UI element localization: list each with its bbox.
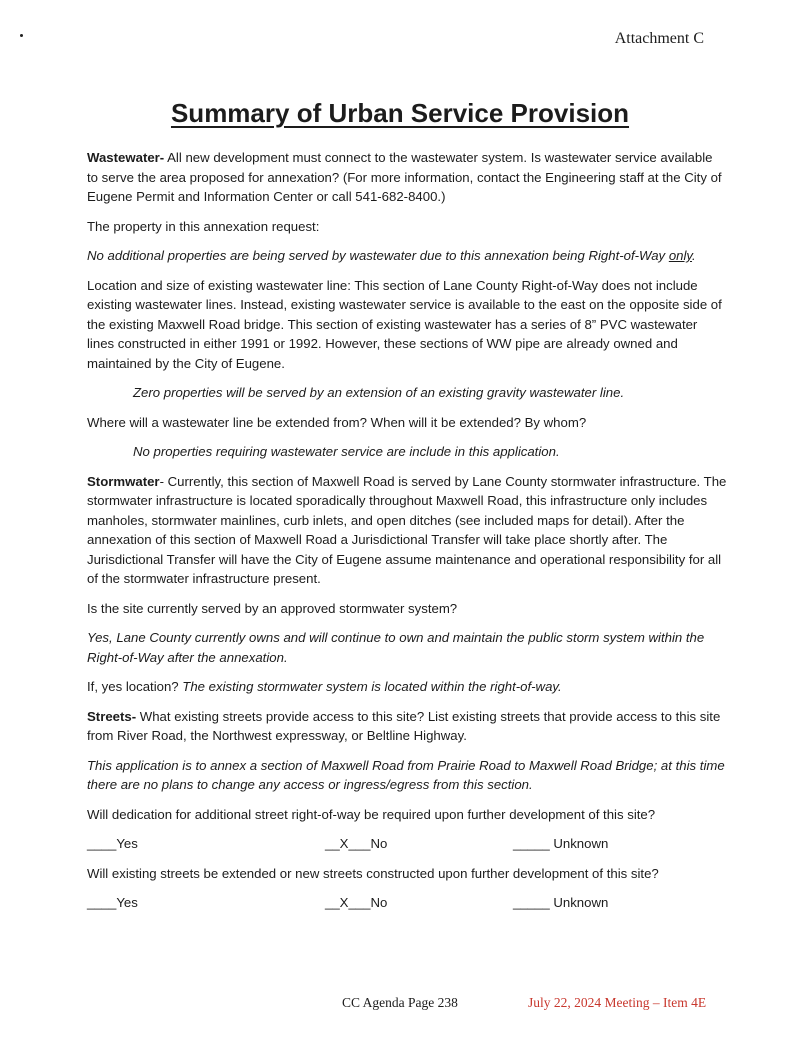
scan-speck bbox=[20, 34, 23, 37]
stormwater-location bbox=[87, 677, 727, 697]
meeting-reference: July 22, 2024 Meeting – Item 4E bbox=[528, 995, 707, 1010]
document-body bbox=[87, 148, 727, 923]
wastewater-intro bbox=[87, 148, 727, 207]
extend-question: Where will a wastewater line be extended from? When will it be extended? By whom? bbox=[87, 414, 587, 430]
property-answer-end: . bbox=[692, 248, 696, 263]
streets-intro bbox=[87, 707, 727, 746]
wastewater-location: Location and size of existing wastewater line: This section of Lane County Right-of-Way does not include existing wastewater lines. Instead, existing wastewater service is available to the east on the opposite side of the existing Maxwell Road bridge. This section of existing wastewater has a series of 8” PVC wastewater lines constructed in either 1991 or 1992. However, these sections of WW pipe are already owned and maintained by the City of Eugene. bbox=[87, 277, 722, 371]
property-answer-only: only bbox=[668, 248, 693, 263]
property-answer-text: No additional properties are being served by wastewater due to this annexation being Right-of-Way bbox=[87, 248, 669, 263]
streets-extension-choices bbox=[87, 893, 727, 913]
extension-choice-yes: ____Yes bbox=[87, 895, 138, 910]
zero-properties-note: Zero properties will be served by an extension of an existing gravity wastewater line. bbox=[133, 385, 625, 400]
stormwater-intro-text: - Currently, this section of Maxwell Road is served by Lane County stormwater infrastructure. The stormwater infrastructure is located sporadically throughout Maxwell Road, this infrastructure only includes manholes, stormwater mainlines, curb inlets, and open ditches (see included maps for detail). After the annexation of this section of Maxwell Road a Jurisdictional Transfer will take place shortly after. The Jurisdictional Transfer will have the City of Eugene assume maintenance and operational responsibility for all of the stormwater infrastructure present. bbox=[87, 473, 727, 586]
wastewater-label: Wastewater- bbox=[87, 150, 165, 165]
stormwater-served-answer: Yes, Lane County currently owns and will continue to own and maintain the public storm system within the Right-of-Way after the annexation. bbox=[87, 630, 705, 665]
attachment-label: Attachment C bbox=[614, 30, 704, 47]
extend-answer: No properties requiring wastewater service are include in this application. bbox=[133, 444, 560, 459]
stormwater-intro bbox=[87, 472, 727, 589]
property-question: The property in this annexation request: bbox=[87, 218, 320, 234]
stormwater-label: Stormwater bbox=[87, 473, 160, 489]
stormwater-location-question: If, yes location? bbox=[87, 679, 183, 694]
dedication-choice-unknown: _____ Unknown bbox=[513, 836, 609, 851]
extension-choice-no: __X___No bbox=[325, 895, 388, 910]
agenda-page-number: CC Agenda Page 238 bbox=[342, 995, 458, 1010]
streets-answer: This application is to annex a section of Maxwell Road from Prairie Road to Maxwell Road Bridge; at this time there are no plans to change any access or ingress/egress from this section. bbox=[87, 757, 725, 792]
extension-choice-unknown: _____ Unknown bbox=[513, 895, 609, 910]
property-answer bbox=[87, 246, 727, 266]
stormwater-location-answer: The existing stormwater system is located within the right-of-way. bbox=[182, 679, 562, 694]
dedication-choices bbox=[87, 834, 727, 854]
dedication-choice-yes: ____Yes bbox=[87, 836, 138, 851]
dedication-choice-no: __X___No bbox=[325, 836, 388, 851]
streets-intro-text: What existing streets provide access to this site? List existing streets that provide access to this site from River Road, the Northwest expressway, or Beltline Highway. bbox=[87, 708, 721, 743]
stormwater-served-question: Is the site currently served by an approved stormwater system? bbox=[87, 600, 458, 616]
streets-extension-question: Will existing streets be extended or new streets constructed upon further development of this site? bbox=[87, 865, 659, 881]
wastewater-intro-text: All new development must connect to the wastewater system. Is wastewater service available to serve the area proposed for annexation? (For more information, contact the Engineering staff at the City of Eugene Permit and Information Center or call 541-682-8400.) bbox=[87, 150, 722, 204]
dedication-question: Will dedication for additional street right-of-way be required upon further development of this site? bbox=[87, 806, 656, 822]
streets-label: Streets- bbox=[87, 708, 137, 724]
page-title: Summary of Urban Service Provision bbox=[170, 98, 630, 128]
